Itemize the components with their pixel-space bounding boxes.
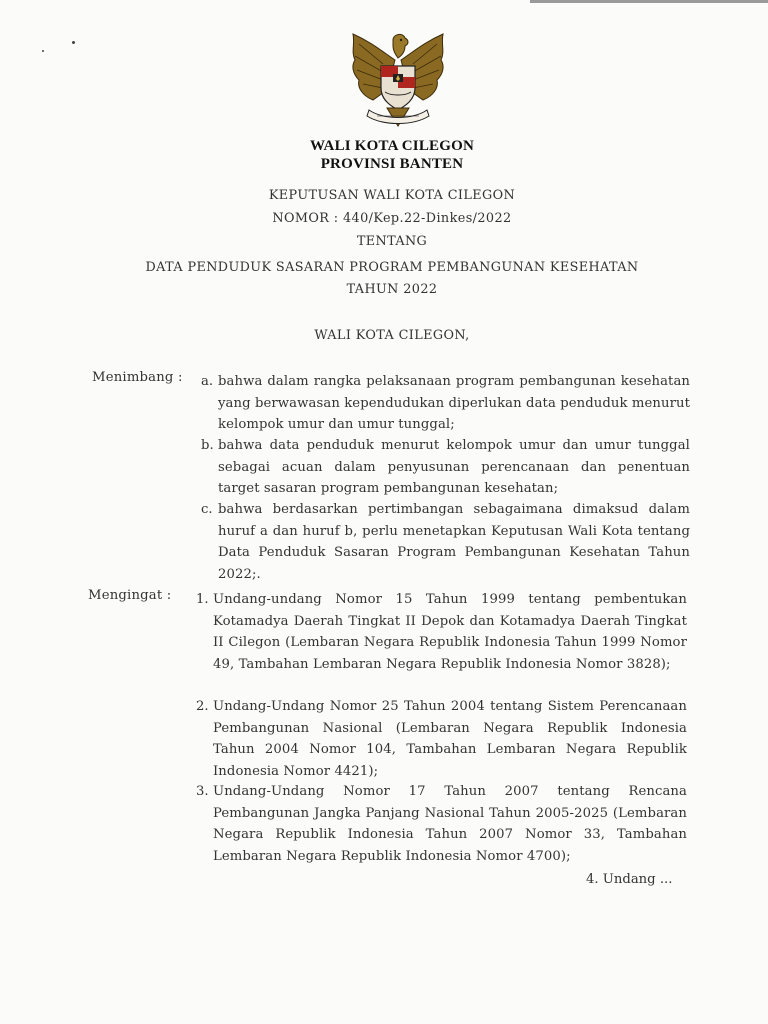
garuda-emblem-icon xyxy=(343,30,453,132)
menimbang-item-c: bahwa berdasarkan pertimbangan sebagaimana dimaksud dalam huruf a dan huruf b, perlu menetapkan Keputusan Wali Kota tentang Data Penduduk Sasaran Program Pembangunan Kesehatan Tahun 2022;. xyxy=(218,502,690,582)
menimbang-item-a: bahwa dalam rangka pelaksanaan program pembangunan kesehatan yang berwawasan kependudukan diperlukan data penduduk menurut kelompok umur dan umur tunggal; xyxy=(218,374,690,433)
header-line-2: PROVINSI BANTEN xyxy=(320,156,464,172)
official-heading: WALI KOTA CILEGON, xyxy=(314,328,470,343)
menimbang-marker-a: a. xyxy=(201,374,214,389)
header-line-1: WALI KOTA CILEGON xyxy=(310,138,474,154)
decree-year: TAHUN 2022 xyxy=(346,282,438,297)
scan-edge-line xyxy=(530,0,768,3)
decree-about: TENTANG xyxy=(356,234,428,249)
continuation-note: 4. Undang ... xyxy=(586,872,673,887)
mengingat-label: Mengingat : xyxy=(88,588,172,603)
mengingat-marker-2: 2. xyxy=(196,699,209,714)
scan-speck xyxy=(72,41,75,44)
mengingat-item-2: Undang-Undang Nomor 25 Tahun 2004 tentang Sistem Perencanaan Pembangunan Nasional (Lembaran Negara Republik Indonesia Tahun 2004 Nomor 104, Tambahan Lembaran Negara Republik Indonesia Nomor 4421); xyxy=(213,699,687,779)
menimbang-marker-c: c. xyxy=(201,502,213,517)
decree-subject: DATA PENDUDUK SASARAN PROGRAM PEMBANGUNAN KESEHATAN xyxy=(145,260,639,275)
menimbang-item-b: bahwa data penduduk menurut kelompok umur dan umur tunggal sebagai acuan dalam penyusunan perencanaan dan penentuan target sasaran program pembangunan kesehatan; xyxy=(218,438,690,497)
menimbang-marker-b: b. xyxy=(201,438,214,453)
decree-number: NOMOR : 440/Kep.22-Dinkes/2022 xyxy=(272,211,512,226)
mengingat-item-3: Undang-Undang Nomor 17 Tahun 2007 tentang Rencana Pembangunan Jangka Panjang Nasional Tahun 2005-2025 (Lembaran Negara Republik Indonesia Tahun 2007 Nomor 33, Tambahan Lembaran Negara Republik Indonesia Nomor 4700); xyxy=(213,784,687,864)
scan-speck xyxy=(42,50,44,52)
decree-title: KEPUTUSAN WALI KOTA CILEGON xyxy=(268,188,516,203)
menimbang-label: Menimbang : xyxy=(92,370,183,385)
mengingat-marker-1: 1. xyxy=(196,592,209,607)
mengingat-item-1: Undang-undang Nomor 15 Tahun 1999 tentang pembentukan Kotamadya Daerah Tingkat II Depok dan Kotamadya Daerah Tingkat II Cilegon (Lembaran Negara Republik Indonesia Tahun 1999 Nomor 49, Tambahan Lembaran Negara Republik Indonesia Nomor 3828); xyxy=(213,592,687,672)
mengingat-marker-3: 3. xyxy=(196,784,209,799)
